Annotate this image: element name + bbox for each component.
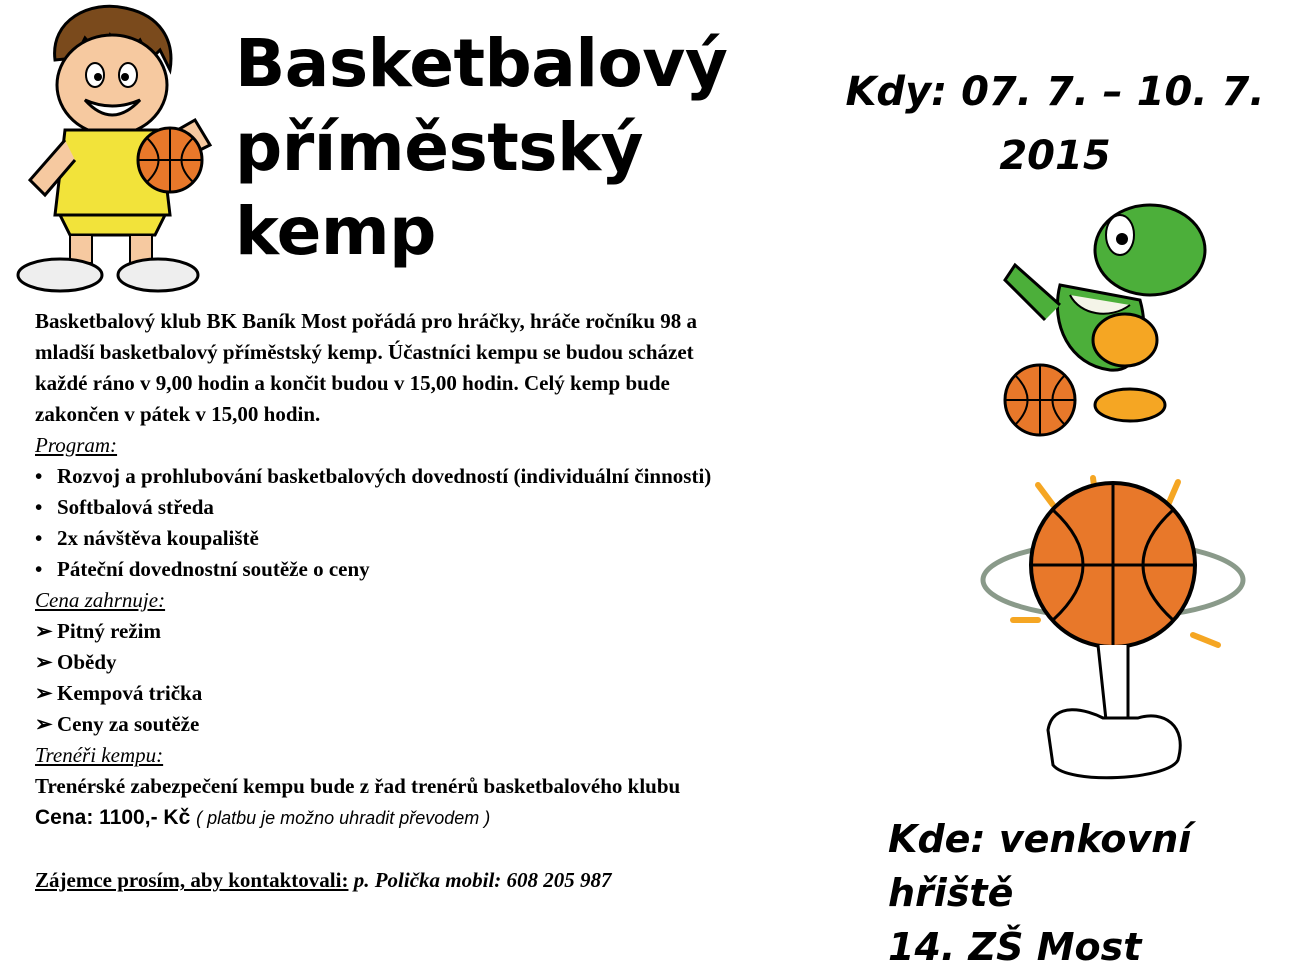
price-label: Cena: 1100,- Kč <box>35 806 191 829</box>
dino-with-ball-illustration <box>990 195 1230 440</box>
contact-phone: p. Polička mobil: 608 205 987 <box>353 868 612 892</box>
arrow-bullet-icon: ➢ <box>35 650 53 674</box>
location-line: Kde: venkovní <box>888 817 1192 861</box>
intro-line: každé ráno v 9,00 hodin a končit budou v 15,00 hodin. Celý kemp bude <box>35 371 670 395</box>
program-list <box>35 461 865 585</box>
coaches-heading: Trenéři kempu: <box>35 743 164 767</box>
location-line: 14. ZŠ Most <box>888 925 1142 969</box>
list-item: • Softbalová středa <box>35 492 865 523</box>
list-item: ➢ Ceny za soutěže <box>35 709 865 740</box>
event-location <box>888 812 1191 974</box>
bullet-icon: • <box>35 526 43 550</box>
list-item: ➢ Obědy <box>35 647 865 678</box>
date-line: Kdy: 07. 7. – 10. 7. <box>845 69 1265 115</box>
poster-title <box>235 22 727 274</box>
price-note: ( platbu je možno uhradit převodem ) <box>196 808 491 828</box>
intro-line: Basketbalový klub BK Baník Most pořádá pro hráčky, hráče ročníku 98 a <box>35 309 698 333</box>
bullet-icon: • <box>35 464 43 488</box>
bullet-icon: • <box>35 557 43 581</box>
program-heading: Program: <box>35 433 118 457</box>
list-item: • Rozvoj a prohlubování basketbalových dovedností (individuální činnosti) <box>35 461 865 492</box>
title-line: Basketbalový <box>235 25 728 102</box>
intro-line: mladší basketbalový příměstský kemp. Účastníci kempu se budou scházet <box>35 340 694 364</box>
list-item: ➢ Pitný režim <box>35 616 865 647</box>
bullet-icon: • <box>35 495 43 519</box>
includes-list <box>35 616 865 740</box>
includes-heading: Cena zahrnuje: <box>35 588 166 612</box>
price-line <box>35 802 865 834</box>
spinning-basketball-illustration <box>978 470 1253 790</box>
list-item: ➢ Kempová trička <box>35 678 865 709</box>
arrow-bullet-icon: ➢ <box>35 712 53 736</box>
arrow-bullet-icon: ➢ <box>35 619 53 643</box>
coaches-text: Trenérské zabezpečení kempu bude z řad trenérů basketbalového klubu <box>35 774 681 798</box>
date-year: 2015 <box>999 133 1111 179</box>
basketball-boy-illustration <box>10 0 225 295</box>
contact-label: Zájemce prosím, aby kontaktovali: <box>35 868 349 892</box>
title-line: kemp <box>235 193 436 270</box>
list-item: • Páteční dovednostní soutěže o ceny <box>35 554 865 585</box>
location-line: hřiště <box>888 871 1014 915</box>
intro-line: zakončen v pátek v 15,00 hodin. <box>35 402 321 426</box>
event-date <box>820 60 1290 188</box>
arrow-bullet-icon: ➢ <box>35 681 53 705</box>
list-item: • 2x návštěva koupaliště <box>35 523 865 554</box>
poster-body <box>35 306 865 896</box>
title-line: příměstský <box>235 109 643 186</box>
contact-line <box>35 865 865 896</box>
